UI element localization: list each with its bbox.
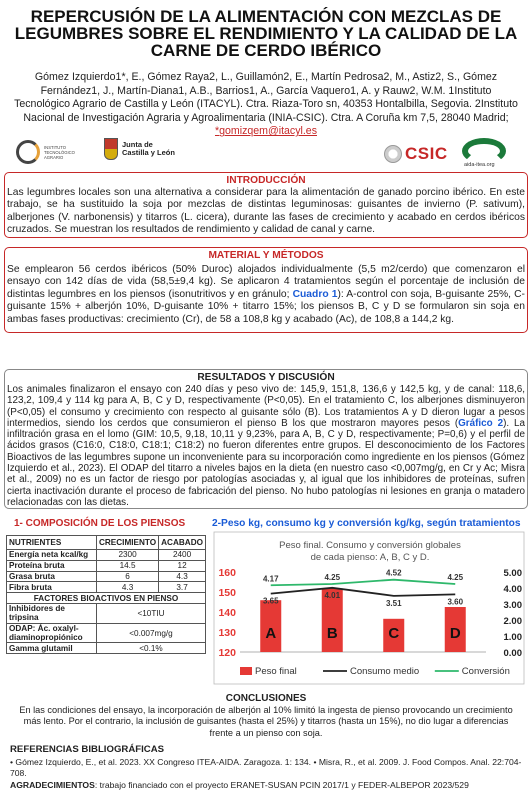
chart	[210, 530, 528, 686]
table-cell: 3.7	[159, 582, 206, 593]
acknowledgements	[10, 780, 522, 791]
logo-strip	[0, 136, 532, 176]
itacyl-logo	[16, 140, 78, 164]
aida-swirl-icon	[462, 138, 506, 164]
data-label: 3.51	[385, 598, 402, 608]
aida-logo	[462, 138, 506, 168]
table-header-crecimiento: CRECIMIENTO	[96, 536, 158, 550]
methods-text-b: ): A-control con soja, B-guisante 25%, C-guisante 15% + alberjón 10%, D-guisante 10% + titarro 15%; los piensos B, C y D se formularon sin soja en ambas fases productivas: crecimiento (Cr), de 58 a 108,8 kg y acabado (Ac), de 108,8 a 144,2 kg.	[7, 288, 525, 325]
chart-svg	[210, 530, 528, 686]
table-row	[7, 623, 206, 643]
data-label: 4.17	[262, 574, 279, 584]
right-tick-label: 0.00	[503, 648, 522, 659]
table-row	[7, 643, 206, 654]
category-label: A	[265, 625, 277, 642]
references-text: • Gómez Izquierdo, E., et al. 2023. XX Congreso ITEA-AIDA. Zaragoza. 1: 134. • Misra, R., et al. 2009. J. Food Compos. Anal. 22:704-708.	[10, 757, 522, 778]
csic-logo	[384, 144, 448, 164]
table-cell: <10TIU	[96, 603, 205, 623]
data-label: 4.52	[385, 568, 402, 578]
table-cell: Proteína bruta	[7, 560, 97, 571]
table-row	[7, 603, 206, 623]
right-tick-label: 3.00	[503, 600, 522, 611]
junta-crest-icon	[104, 138, 118, 160]
aida-logo-text: aida-itea.org	[464, 162, 495, 168]
left-tick-label: 140	[218, 607, 236, 619]
poster-title: REPERCUSIÓN DE LA ALIMENTACIÓN CON MEZCLAS DE LEGUMBRES SOBRE EL RENDIMIENTO Y LA CALIDAD DE LA CARNE DE CERDO IBÉRICO	[14, 7, 518, 60]
references-heading: REFERENCIAS BIBLIOGRÁFICAS	[10, 744, 165, 755]
junta-logo-line2: Castilla y León	[122, 148, 175, 157]
table-cell: 4.3	[159, 571, 206, 582]
conclusions-heading: CONCLUSIONES	[225, 693, 307, 704]
table-cell: 6	[96, 571, 158, 582]
chart-title-line2: de cada pienso: A, B, C y D.	[310, 552, 430, 563]
intro-text: Las legumbres locales son una alternativa a considerar para la alimentación de ganado porcino ibérico. En este trabajo, se ha sustituido la soja por mezclas de distintas leguminosas: guisantes de invierno (P. sativum), alberjones (V. narbonensis) y titarros (L. cicera), durante las fases de crecimiento y acabado en cerdos ibéricos cruzados. Se muestran los resultados de rendimiento y calidad de canal y carne.	[7, 187, 525, 236]
results-text-a: Los animales finalizaron el ensayo con 240 días y peso vivo de: 145,9, 151,8, 136,6 y 142,5 kg, y de canal: 118,6, 123,2, 109,4 y 114 kg para A, B, C y D, respectivamente (P<0,05). En el tratamiento C, los alberjones disminuyeron (P<0,05) el consumo y crecimiento con respecto al guisante sólo (B). Los tratamientos A y D dieron lugar a pesos intermedios, siendo los cerdos que consumieron el pienso B los que mostraron mayores pesos (	[7, 384, 525, 429]
table-header-acabado: ACABADO	[159, 536, 206, 550]
table-cell: 2300	[96, 550, 158, 561]
table-row	[7, 550, 206, 561]
category-label: D	[449, 625, 461, 642]
table-cell: Gamma glutamil	[7, 643, 97, 654]
right-tick-label: 4.00	[503, 584, 522, 595]
csic-seal-icon	[384, 145, 402, 163]
table-cell: ODAP: Ác. oxalyl-diaminopropiónico	[7, 623, 97, 643]
itacyl-emblem-icon	[16, 140, 40, 164]
table-heading: 1- COMPOSICIÓN DE LOS PIENSOS	[14, 518, 186, 529]
nutrients-table	[6, 535, 206, 654]
legend-label: Conversión	[461, 666, 510, 677]
results-text-b: ). La infiltración grasa en el lomo (GIM: 10,5, 9,18, 10,11 y 9,23%, para A, B, C y D, respectivamente; P=0,6) y el perfil de ácidos grasos (C16:0, C18:0, C18:1; C18:2) no fueron diferentes entre grupos. El desconocimiento de los Factores Bioactivos de las legumbres supone un inconveniente para su incorporación como ingrediente en los piensos (Gómez Izquierdo et al., 2023). El ODAP del titarro a niveles bajos en la dieta (en nuestro caso <0,007mg/g, en Cr y Ac; Misra et al., 2009) no es un factor de riesgo por patologías asociadas y, al igual que los inhibidores de proteínas, sufren cierta inactivación durante el proceso de fabricación del pienso. No hubo patologías ni lesiones en granja o matadero relacionadas con las dietas.	[7, 417, 526, 508]
right-tick-label: 2.00	[503, 616, 522, 627]
legend-swatch	[240, 667, 252, 675]
data-label: 4.01	[324, 590, 341, 600]
contact-email[interactable]: *gomizqem@itacyl.es	[214, 125, 317, 138]
table-cell: Energía neta kcal/kg	[7, 550, 97, 561]
data-label: 4.25	[324, 573, 341, 582]
left-tick-label: 150	[218, 587, 236, 599]
junta-logo	[104, 138, 175, 160]
csic-logo-text: CSIC	[405, 144, 448, 163]
table-cell: 2400	[159, 550, 206, 561]
chart-title-line1: Peso final. Consumo y conversión globales	[279, 540, 461, 551]
left-tick-label: 120	[218, 647, 236, 659]
right-tick-label: 1.00	[503, 632, 522, 643]
right-tick-label: 5.00	[503, 568, 522, 579]
grafico-2-link[interactable]: Gráfico 2	[458, 417, 504, 429]
data-label: 3.65	[262, 596, 279, 606]
intro-heading: INTRODUCCIÓN	[226, 175, 306, 186]
legend-label: Peso final	[255, 666, 297, 677]
table-cell: Inhibidores de tripsina	[7, 603, 97, 623]
table-cell: <0.1%	[96, 643, 205, 654]
authors-block	[14, 71, 518, 139]
data-label: 3.60	[447, 597, 464, 607]
table-subheading-row	[7, 593, 206, 604]
acknowledgements-text: : trabajo financiado con el proyecto ERANET-SUSAN PCIN 2017/1 y FEDER-ALBEPOR 2023/529	[94, 780, 469, 790]
methods-text-a: Se emplearon 56 cerdos ibéricos (50% Duroc) alojados individualmente (5,5 m2/cerdo) que comenzaron el ensayo con 142 días de vida (58,5±9,4 kg). Se aplicaron 4 tratamientos según el porcentaje de inclusión de distintas legumbres en los piensos (isonutritivos y en gránulo;	[7, 264, 525, 300]
table-subheading: FACTORES BIOACTIVOS EN PIENSO	[7, 593, 206, 604]
acknowledgements-label: AGRADECIMIENTOS	[10, 780, 95, 790]
category-label: C	[388, 625, 400, 642]
legend-label: Consumo medio	[350, 666, 420, 677]
left-tick-label: 160	[218, 567, 236, 579]
table-cell: 12	[159, 560, 206, 571]
junta-logo-line1: Junta de	[122, 139, 153, 149]
table-row	[7, 560, 206, 571]
table-cell: Grasa bruta	[7, 571, 97, 582]
table-header-nutrientes: NUTRIENTES	[7, 536, 97, 550]
methods-text	[7, 264, 525, 326]
table-row	[7, 571, 206, 582]
table-cell: 14.5	[96, 560, 158, 571]
table-header-row	[7, 536, 206, 550]
authors-line: Gómez Izquierdo1*, E., Gómez Raya2, L., Guillamón2, E., Martín Pedrosa2, M., Astiz2, S., Gómez Fernández1, J., Martín-Diana1, A.B., Barrios1, A., García Vaquero1, A. y Rauw2, W.M.	[34, 71, 498, 97]
affiliations: 1Instituto Tecnológico Agrario de Castilla y León (ITACYL). Ctra. Riaza-Toro sn, 40353 Hontalbilla, Segovia. 2Instituto Nacional de Investigación Agraria y Agroalimentaria (INIA-CSIC). Ctra. A Coruña km 7,5, 28040 Madrid;	[14, 84, 518, 124]
table-row	[7, 582, 206, 593]
results-text	[7, 384, 525, 508]
methods-heading: MATERIAL Y MÉTODOS	[208, 250, 324, 261]
table-cell: Fibra bruta	[7, 582, 97, 593]
results-heading: RESULTADOS Y DISCUSIÓN	[197, 372, 335, 383]
category-label: B	[326, 625, 338, 642]
table-cell: 4.3	[96, 582, 158, 593]
table-cell: <0.007mg/g	[96, 623, 205, 643]
left-tick-label: 130	[218, 627, 236, 639]
chart-heading: 2-Peso kg, consumo kg y conversión kg/kg, según tratamientos	[212, 518, 521, 529]
itacyl-logo-text: INSTITUTO TECNOLÓGICO AGRARIO	[44, 144, 75, 160]
cuadro-1-link[interactable]: Cuadro 1	[292, 288, 338, 300]
conclusions-text: En las condiciones del ensayo, la incorporación de alberjón al 10% limitó la ingesta de pienso provocando un crecimiento más lento. Por el contrario, la inclusión de guisantes (hasta el 25%) y titarros (hasta un 15%), no dio lugar a diferencias frente a un pienso con soja.	[19, 705, 513, 738]
data-label: 4.25	[447, 573, 464, 582]
